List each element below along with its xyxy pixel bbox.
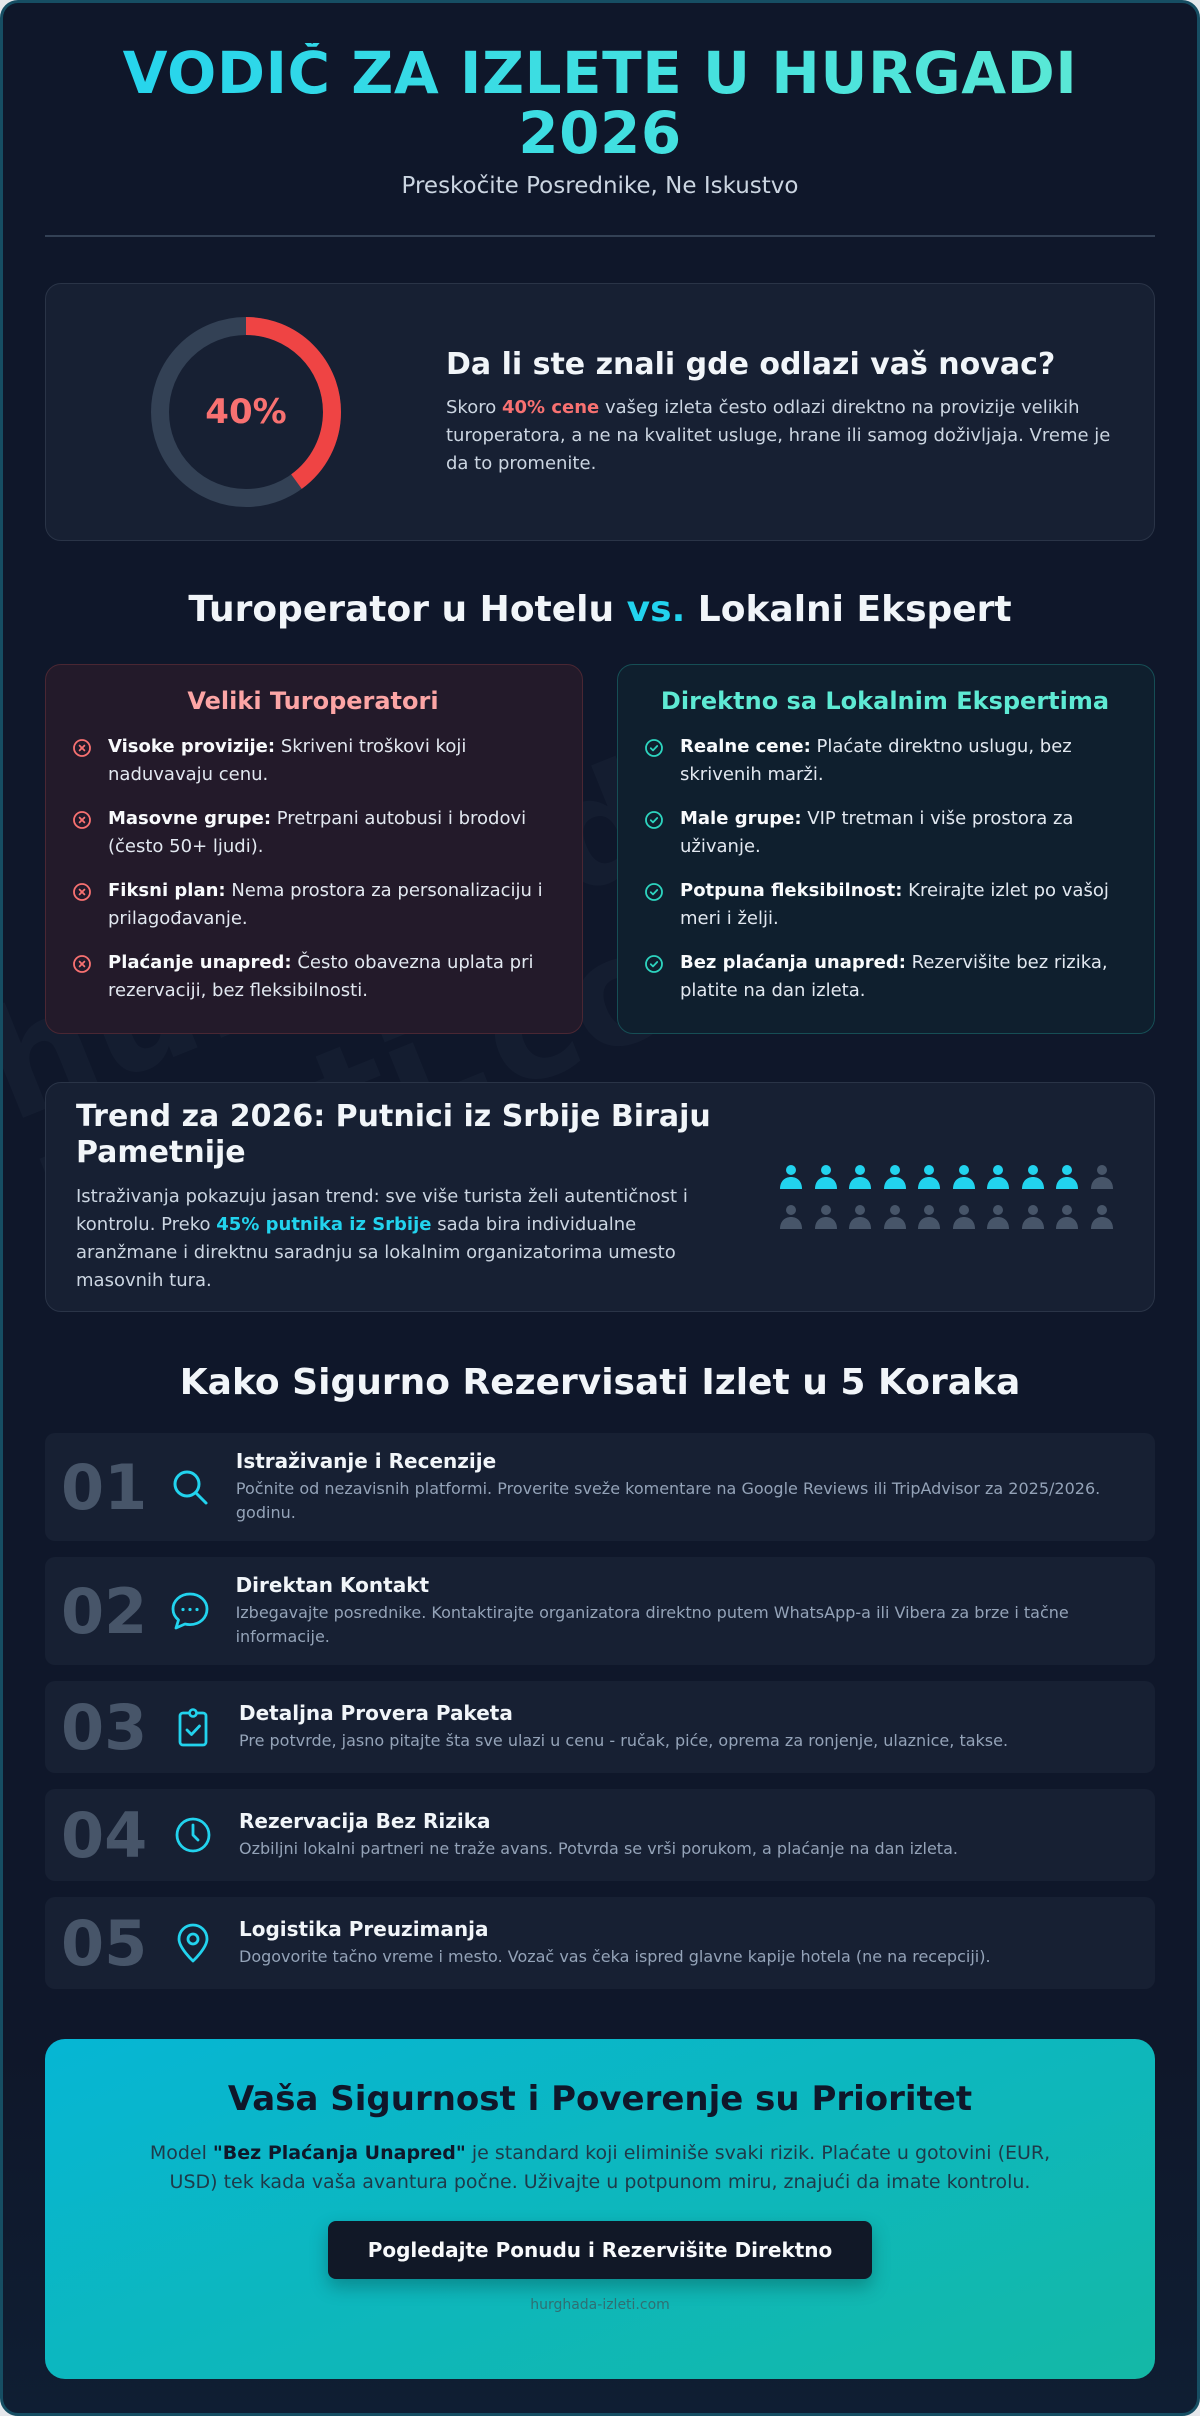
list-item bbox=[644, 877, 1126, 933]
step-number: 04 bbox=[61, 1798, 148, 1872]
check-circle-icon bbox=[644, 810, 664, 830]
x-circle-icon bbox=[72, 810, 92, 830]
person-icon bbox=[848, 1163, 872, 1191]
subtitle: Preskočite Posrednike, Ne Iskustvo bbox=[401, 173, 799, 199]
person-icon bbox=[1021, 1203, 1045, 1231]
step-description: Pre potvrde, jasno pitajte šta sve ulazi u cenu - ručak, piće, oprema za ronjenje, ulaznice, takse. bbox=[239, 1731, 1009, 1750]
steps-title: Kako Sigurno Rezervisati Izlet u 5 Koraka bbox=[179, 1362, 1021, 1403]
step-row bbox=[45, 1789, 1155, 1881]
comparison-columns bbox=[45, 664, 1155, 1034]
list-item bbox=[644, 949, 1126, 1005]
stat-title: Da li ste znali gde odlazi vaš novac? bbox=[446, 346, 1056, 382]
step-number: 03 bbox=[61, 1690, 148, 1764]
tour-operators-column bbox=[45, 664, 583, 1034]
person-icon bbox=[986, 1203, 1010, 1231]
donut-chart bbox=[46, 314, 446, 510]
list-item bbox=[72, 733, 554, 789]
list-item-text: Realne cene: Plaćate direktno uslugu, bez skrivenih marži. bbox=[680, 736, 1072, 785]
step-description: Izbegavajte posrednike. Kontaktirajte organizatora direktno putem WhatsApp-a ili Vibera za brze i tačne informacije. bbox=[235, 1603, 1069, 1646]
cta-body: Model "Bez Plaćanja Unapred" je standard koji eliminiše svaki rizik. Plaćate u gotovini (EUR, USD) tek kada vaša avantura počne. Uživajte u potpunom miru, znajući da imate kontrolu. bbox=[149, 2142, 1051, 2193]
trend-body: Istraživanja pokazuju jasan trend: sve više turista želi autentičnost i kontrolu. Preko 45% putnika iz Srbije sada bira individualne aranžmane i direktnu saradnju sa lokalnim organizatorima umesto masovnih tura. bbox=[76, 1186, 688, 1291]
person-icon bbox=[952, 1163, 976, 1191]
step-title: Logistika Preuzimanja bbox=[239, 1917, 489, 1941]
list-item-text: Bez plaćanja unapred: Rezervišite bez rizika, platite na dan izleta. bbox=[680, 952, 1108, 1001]
list-item bbox=[72, 949, 554, 1005]
site-url: hurghada-izleti.com bbox=[530, 2297, 670, 2313]
list-item-text: Potpuna fleksibilnost: Kreirajte izlet po vašoj meri i želji. bbox=[680, 880, 1109, 929]
x-circle-icon bbox=[72, 882, 92, 902]
person-icon bbox=[814, 1163, 838, 1191]
trend-highlight: 45% putnika iz Srbije bbox=[216, 1214, 432, 1235]
step-number: 01 bbox=[61, 1450, 148, 1524]
person-icon bbox=[1090, 1203, 1114, 1231]
step-description: Počnite od nezavisnih platformi. Proverite sveže komentare na Google Reviews ili TripAdvisor za 2025/2026. godinu. bbox=[235, 1479, 1101, 1522]
step-title: Direktan Kontakt bbox=[235, 1573, 430, 1597]
person-icon bbox=[986, 1163, 1010, 1191]
local-experts-column bbox=[617, 664, 1155, 1034]
step-description: Ozbiljni lokalni partneri ne traže avans. Potvrda se vrši porukom, a plaćanje na dan izleta. bbox=[239, 1839, 958, 1858]
clock-icon bbox=[171, 1813, 215, 1857]
stat-body: Skoro 40% cene vašeg izleta često odlazi direktno na provizije velikih turoperatora, a ne na kvalitet usluge, hrane ili samog doživljaja. Vreme je da to promenite. bbox=[446, 396, 1111, 474]
person-icon bbox=[848, 1203, 872, 1231]
people-pictogram bbox=[779, 1163, 1124, 1231]
step-description: Dogovorite tačno vreme i mesto. Vozač vas čeka ispred glavne kapije hotela (ne na recepciji). bbox=[239, 1947, 991, 1966]
person-icon bbox=[883, 1203, 907, 1231]
stat-highlight: 40% cene bbox=[501, 396, 600, 418]
column-title: Direktno sa Lokalnim Ekspertima bbox=[660, 687, 1110, 715]
list-item-text: Masovne grupe: Pretrpani autobusi i brodovi (često 50+ ljudi). bbox=[108, 808, 527, 857]
list-item-text: Visoke provizije: Skriveni troškovi koji naduvavaju cenu. bbox=[108, 736, 467, 785]
map-pin-icon bbox=[171, 1921, 215, 1965]
divider bbox=[45, 235, 1155, 237]
list-item bbox=[72, 805, 554, 861]
list-item bbox=[72, 877, 554, 933]
step-number: 05 bbox=[61, 1906, 148, 1980]
cta-title: Vaša Sigurnost i Poverenje su Prioritet bbox=[227, 2079, 973, 2119]
person-icon bbox=[779, 1163, 803, 1191]
step-title: Istraživanje i Recenzije bbox=[235, 1449, 497, 1473]
steps-list bbox=[45, 1433, 1155, 1989]
book-direct-button[interactable]: Pogledajte Ponudu i Rezervišite Direktno bbox=[328, 2221, 873, 2279]
list-item-text: Fiksni plan: Nema prostora za personalizaciju i prilagođavanje. bbox=[108, 880, 543, 929]
donut-percent-label: 40% bbox=[205, 392, 287, 432]
column-title: Veliki Turoperatori bbox=[187, 687, 439, 715]
step-row bbox=[45, 1897, 1155, 1989]
title-line-2: 2026 bbox=[518, 99, 682, 167]
chat-bubble-icon bbox=[168, 1589, 212, 1633]
title-line-1: VODIČ ZA IZLETE U HURGADI bbox=[122, 39, 1078, 107]
list-item-text: Plaćanje unapred: Često obavezna uplata pri rezervaciji, bez fleksibilnosti. bbox=[108, 952, 534, 1001]
x-circle-icon bbox=[72, 954, 92, 974]
person-icon bbox=[883, 1163, 907, 1191]
step-row bbox=[45, 1433, 1155, 1541]
list-item-text: Male grupe: VIP tretman i više prostora za uživanje. bbox=[680, 808, 1074, 857]
person-icon bbox=[1055, 1203, 1079, 1231]
step-title: Detaljna Provera Paketa bbox=[239, 1701, 513, 1725]
trend-title: Trend za 2026: Putnici iz Srbije Biraju Pametnije bbox=[76, 1099, 711, 1170]
person-icon bbox=[1021, 1163, 1045, 1191]
person-icon bbox=[814, 1203, 838, 1231]
check-circle-icon bbox=[644, 954, 664, 974]
comparison-title: Turoperator u Hotelu vs. Lokalni Ekspert bbox=[188, 589, 1012, 630]
person-icon bbox=[1055, 1163, 1079, 1191]
person-icon bbox=[917, 1203, 941, 1231]
header bbox=[45, 3, 1155, 199]
trend-card bbox=[45, 1082, 1155, 1312]
person-icon bbox=[779, 1203, 803, 1231]
step-title: Rezervacija Bez Rizika bbox=[239, 1809, 491, 1833]
search-icon bbox=[168, 1465, 212, 1509]
step-number: 02 bbox=[61, 1574, 148, 1648]
check-circle-icon bbox=[644, 882, 664, 902]
check-circle-icon bbox=[644, 738, 664, 758]
clipboard-check-icon bbox=[171, 1705, 215, 1749]
cta-panel bbox=[45, 2039, 1155, 2379]
step-row bbox=[45, 1557, 1155, 1665]
person-icon bbox=[917, 1163, 941, 1191]
step-row bbox=[45, 1681, 1155, 1773]
person-icon bbox=[1090, 1163, 1114, 1191]
stat-card bbox=[45, 283, 1155, 541]
page-title bbox=[45, 39, 1155, 167]
x-circle-icon bbox=[72, 738, 92, 758]
person-icon bbox=[952, 1203, 976, 1231]
list-item bbox=[644, 733, 1126, 789]
list-item bbox=[644, 805, 1126, 861]
